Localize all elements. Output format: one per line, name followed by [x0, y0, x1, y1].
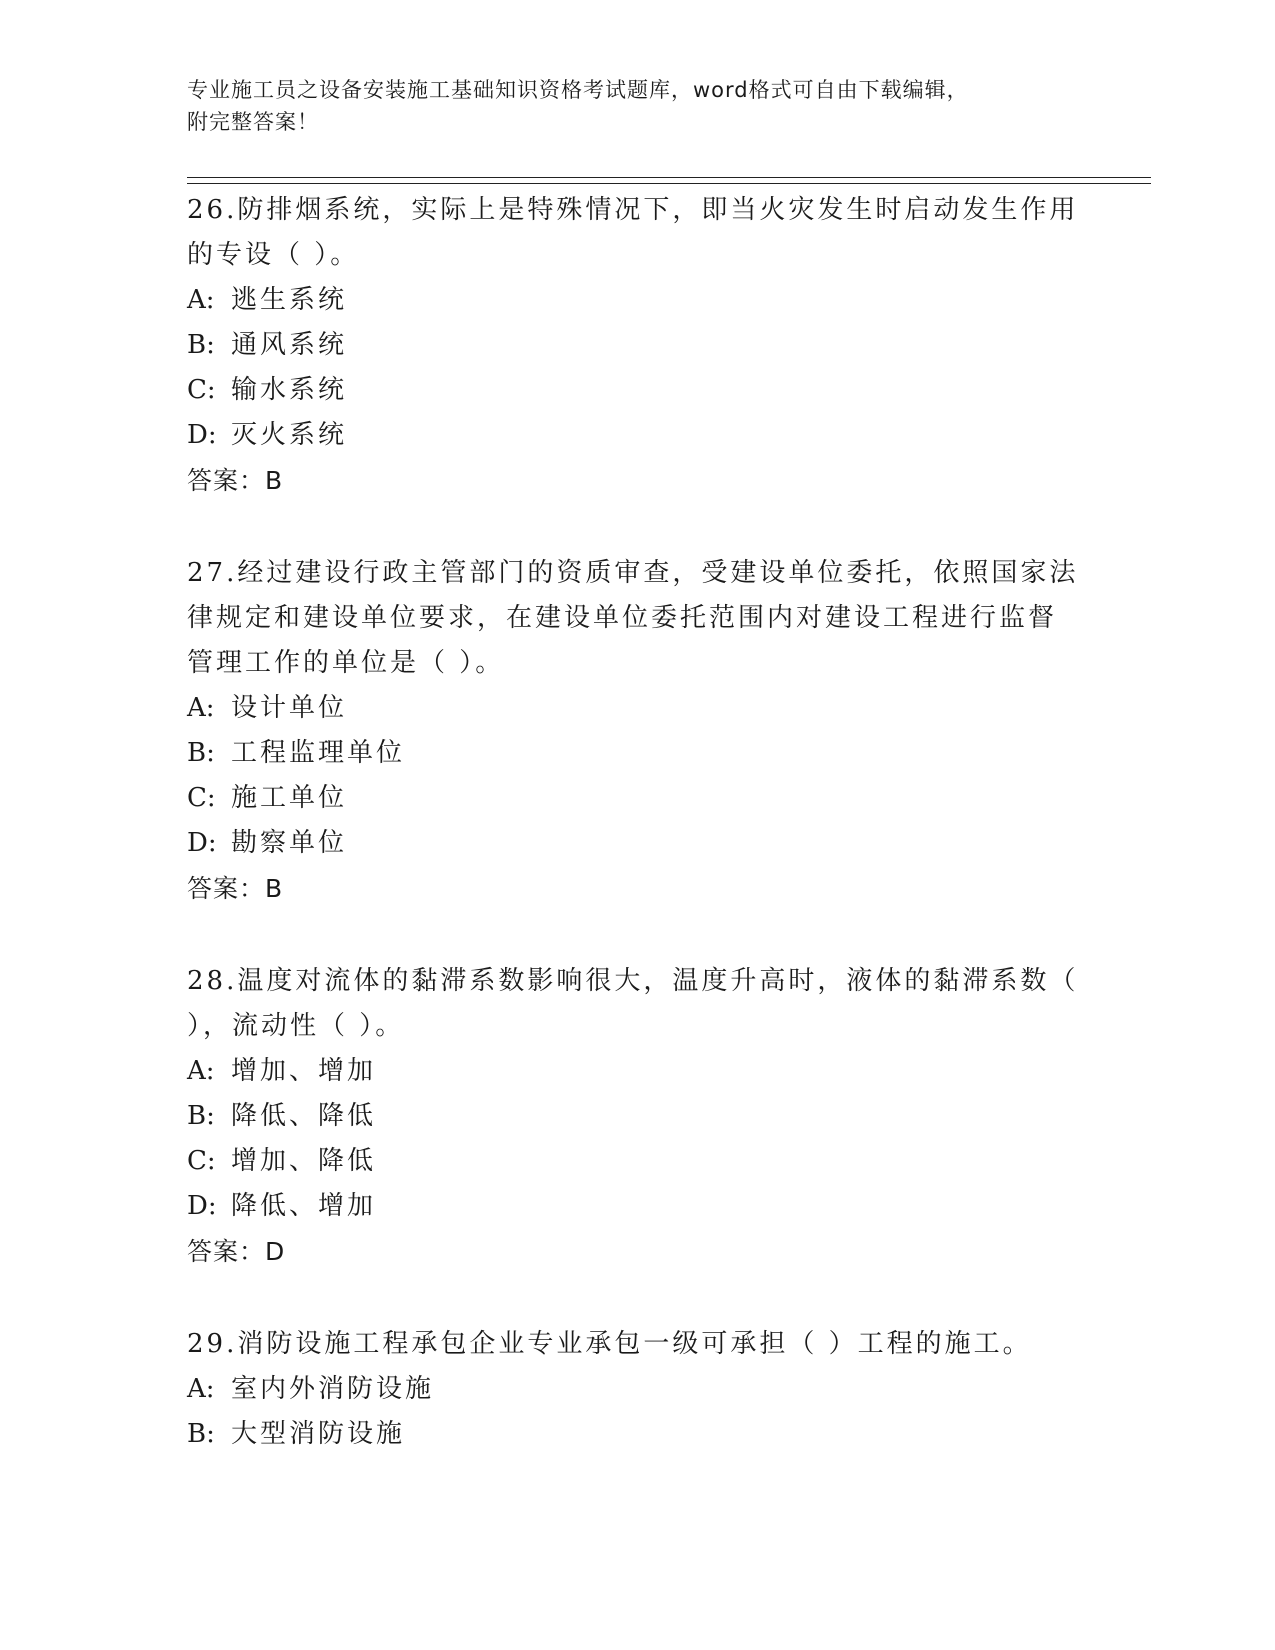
option-c — [187, 776, 1087, 821]
option-text: 输水系统 — [231, 375, 348, 405]
question-spacer — [187, 503, 1087, 551]
option-text: 通风系统 — [231, 330, 348, 360]
option-text: 增加、增加 — [231, 1056, 377, 1086]
header-divider-top — [187, 177, 1151, 178]
answer-line: 答案：D — [187, 1237, 286, 1266]
option-a — [187, 686, 1087, 731]
header-line-1: 专业施工员之设备安装施工基础知识资格考试题库，word格式可自由下载编辑， — [187, 78, 969, 102]
option-d — [187, 413, 1087, 458]
question-29 — [187, 1322, 1087, 1457]
question-stem-line: 26.防排烟系统，实际上是特殊情况下，即当火灾发生时启动发生作用 — [187, 195, 1079, 225]
option-text: 降低、增加 — [231, 1191, 377, 1221]
question-stem-line: 27.经过建设行政主管部门的资质审查，受建设单位委托，依照国家法 — [187, 558, 1079, 588]
answer-line: 答案：B — [187, 466, 284, 495]
question-spacer — [187, 911, 1087, 959]
option-text: 设计单位 — [231, 693, 348, 723]
option-text: 降低、降低 — [231, 1101, 377, 1131]
option-c — [187, 1139, 1087, 1184]
option-b — [187, 323, 1087, 368]
option-text: 增加、降低 — [231, 1146, 377, 1176]
option-letter: B: — [187, 1101, 215, 1131]
question-stem-line: 29.消防设施工程承包企业专业承包一级可承担（ ）工程的施工。 — [187, 1329, 1032, 1359]
header-divider-bottom — [187, 183, 1151, 184]
option-letter: D: — [187, 420, 217, 450]
question-stem-line: 的专设（ ）。 — [187, 240, 360, 270]
option-a — [187, 1367, 1087, 1412]
option-text: 工程监理单位 — [231, 738, 406, 768]
option-text: 勘察单位 — [231, 828, 348, 858]
option-letter: D: — [187, 1191, 217, 1221]
option-letter: C: — [187, 1146, 216, 1176]
answer-line: 答案：B — [187, 874, 284, 903]
question-spacer — [187, 1274, 1087, 1322]
header-line-2: 附完整答案！ — [187, 110, 319, 134]
option-d — [187, 821, 1087, 866]
option-text: 室内外消防设施 — [231, 1374, 435, 1404]
option-b — [187, 1094, 1087, 1139]
option-letter: C: — [187, 375, 216, 405]
option-letter: B: — [187, 330, 215, 360]
option-letter: D: — [187, 828, 217, 858]
option-letter: A: — [187, 1374, 215, 1404]
question-stem-line: ），流动性（ ）。 — [187, 1011, 405, 1041]
option-a — [187, 1049, 1087, 1094]
question-27 — [187, 551, 1087, 911]
question-stem-line: 管理工作的单位是（ ）。 — [187, 648, 505, 678]
document-header — [187, 74, 1087, 138]
question-26 — [187, 188, 1087, 503]
option-c — [187, 368, 1087, 413]
option-letter: A: — [187, 285, 215, 315]
option-text: 灭火系统 — [231, 420, 348, 450]
option-letter: A: — [187, 1056, 215, 1086]
option-text: 大型消防设施 — [231, 1419, 406, 1449]
option-b — [187, 731, 1087, 776]
question-28 — [187, 959, 1087, 1274]
question-list — [187, 188, 1087, 1457]
option-letter: B: — [187, 738, 215, 768]
option-a — [187, 278, 1087, 323]
option-text: 逃生系统 — [231, 285, 348, 315]
option-d — [187, 1184, 1087, 1229]
option-b — [187, 1412, 1087, 1457]
option-letter: B: — [187, 1419, 215, 1449]
question-stem-line: 律规定和建设单位要求，在建设单位委托范围内对建设工程进行监督 — [187, 603, 1058, 633]
option-letter: C: — [187, 783, 216, 813]
option-text: 施工单位 — [231, 783, 348, 813]
option-letter: A: — [187, 693, 215, 723]
question-stem-line: 28.温度对流体的黏滞系数影响很大，温度升高时，液体的黏滞系数（ — [187, 966, 1079, 996]
